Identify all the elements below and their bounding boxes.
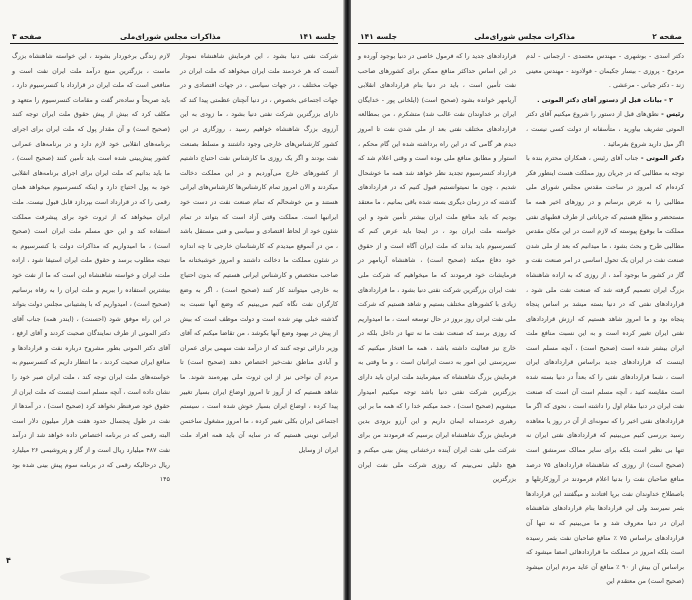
speaker-label-president: رئیس - xyxy=(661,110,684,119)
right-page-number: صفحه ۲ xyxy=(652,32,682,41)
column-text: قراردادهای جدید را که فرمول خاصی در دنیا بوجود آورده و در این اساس حداکثر منافع ممکن برای کشورهای صاحب نفت تأمین است ، باید در دنیا بنام قراردادهای انقلابی آریامهر خوانده بشود (صحیح است) (ایلخانی پور - خدایگان ایران بر خداوندان نفت غالب شد) متشکرم ، من بمطالعه قراردادهای مختلف نفتی بعد از ملی شدن نفت تا امروز دیدم هر گامی که در این راه برداشته شده این گام محکم ، استوار و مطابق منافع ملی بوده است و وقتی اعلام شد که قرارداد کنسرسیوم تجدید نظر خواهد شد همه ما خوشحال شدیم ، چون ما نمیتوانستیم قبول کنیم که در قراردادهای گذشته که در زمان دیگری بسته شده باقی بمانیم ، ما معتقد بودیم که باید منافع ملت ایران بیشتر تأمین شود و این خواسته ملت ایران بود ، در اینجا باید عرض کنم که کنسرسیوم باید بداند که ملت ایران آگاه است و از حقوق خود دفاع میکند (صحیح است) ، شاهنشاه آریامهر در فرمایشات خود فرمودند که ما میخواهیم که شرکت ملی نفت ایران بزرگترین شرکت نفتی دنیا بشود ، ما قراردادهای زیادی با کشورهای مختلف بستیم و شاهد هستیم که شرکت ملی نفت ایران روز بروز در حال توسعه است ، ما امیدواریم که روزی برسد که صنعت نفت ما نه تنها در داخل بلکه در خارج نیز فعالیت داشته باشد ، همه ما افتخار میکنیم که سرپرستی این امور به دست ایرانیان است ، و ما وقتی به فرمایش بزرگ شاهنشاه که میفرمایند ملت ایران باید دارای بزرگترین شرکت نفتی دنیا باشد توجه میکنیم امیدوار میشویم (صحیح است) ، حمد میکنم خدا را که همه ما بر این رهبری خردمندانه ایمان داریم و این آرزو بزودی بدین فرمایش بزرگ شاهنشاه ایران برسیم که فرمودند من برای شرکت ملی نفت ایران آینده درخشانی پیش بینی میکنم و هیچ دلیلی نمی‌بینم که روزی شرکت ملی نفت ایران بزرگترین xyxy=(358,52,516,484)
left-page-number: صفحه ۳ xyxy=(12,32,42,41)
speech-text: جناب آقای رئیس ، همکاران محترم بنده با توجه به مطالبی که در جریان روز مملکت هست اینطور فکر کرده‌ام که امروز در ساحت مقدس مجلس شورای ملی مطالبی را به عرض برسانم و در روزهای اخیر همه ما مستحضر و مطلع هستیم که جریاناتی از طرف قطبهای نفتی مملکت ما بوقوع پیوسته که لازم است در این مکان مقدس مطالبی طرح و بحث بشود ، ما میدانیم که بعد از ملی شدن صنعت نفت در ایران یک تحول اساسی در امر صنعت نفت و گاز در کشور ما بوجود آمد ، از روزی که به اراده شاهنشاه بزرگ ایران تصمیم گرفته شد که صنعت نفت ملی شود ، قراردادهای نفتی که در دنیا بسته میشد بر اساس پنجاه پنجاه بود و ما امروز شاهد هستیم که ارزش قراردادهای نفتی ایران تغییر کرده است و به این نسبت منافع ملت ایران بیشتر شده است (صحیح است) ، آنچه مسلم است اینست که قراردادهای جدید براساس قراردادهای ایران است ، شما قراردادهای نفتی را که بعداً در دنیا بسته شده است مقایسه کنید ، آنچه مسلم است آن است که صنعت نفت ایران در دنیا مقام اول را داشته است ، نحوی که اگر ما قراردادهای نفتی اخیر را که نمونه‌ای از آن در روز یا معاهده رسید بررسی کنیم می‌بینیم که قراردادهای نفتی ایران نه تنها بی نظیر است بلکه برای سایر ممالک سرمشق است (صحیح است) از روزی که شاهنشاه قراردادهای ۷۵ درصد منافع صاحبان نفت را بدنیا اعلام فرمودند در آروزکارتلها و باصطلاح خداوندان نفت برپا افتادند و میگفتند این قراردادها بثمر نمیرسد ولی این قراردادها بنام قراردادهای شاهنشاه ایران در دنیا معروف شد و ما می‌بینیم که نه تنها آن قراردادهای براساس ۷۵ ٪ منافع صاحبان نفت بثمر رسیده است بلکه امروز در مملکت ما قراردادهائی امضا میشود که براساس آن بیش از ۹۰ ٪ منافع آن عاید مردم ایران میشود (صحیح است) من معتقدم این xyxy=(526,154,684,586)
president-remark xyxy=(526,107,684,151)
column-text: لازم زندگی برخوردار بشوند ، این خواسته شاهنشاه بزرگ ماست ، بزرگترین منبع درآمد ملت ایران نفت است و منافعی است که ملت ایران در قرارداد با کنسرسیوم دارد ، باید صریحاً و ساده‌تر گفت و مقامات کنسرسیوم را متعهد و مکلف کرد که بیش از پیش حقوق ملت ایران توجه کنند (صحیح است) و آن مقدار پول که ملت ایران برای اجرای برنامه‌های انقلابی خود لازم دارد و در برنامه‌های عمرانی کشور پیش‌بینی شده است باید تأمین کنند (صحیح است) ، ما باید بدانیم که ملت ایران برای اجرای برنامه‌های انقلابی خود به پول احتیاج دارد و اینکه کنسرسیوم میخواهد همان رقمی را که در قرارداد است بپردازد قابل قبول نیست. ملت ایران میخواهد که از ثروت خود برای پیشرفت مملکت استفاده کند و این حق مسلم ملت ایران است (صحیح است) ، ما امیدواریم که مذاکرات دولت با کنسرسیوم به نتیجه مطلوب برسد و حقوق ملت ایران استیفا شود ، اراده ملت ایران و خواسته شاهنشاه این است که ما از نفت خود بیشترین استفاده را ببریم و ملت ایران را به رفاه برسانیم (صحیح است) ، امیدواریم که با پشتیبانی مجلس دولت بتواند در این راه موفق شود (احسنت) ، (ایندر همه) جناب آقای دکتر الموتی از طرف نمایندگان صحبت کردند و آقای ارفع ، آقای دکتر الموتی بطور مشروح درباره نفت و قراردادها و منافع ایران صحبت کردند ، ما انتظار داریم که کنسرسیوم به خواسته‌های ملت ایران توجه کند ، ملت ایران صبر خود را نشان داده است ، آنچه مسلم است اینست که ملت ایران از حقوق خود صرفنظر نخواهد کرد (صحیح است) ، در آمدها از نفت در طول پنجسال حدود هفت هزار میلیون دلار است البته رقمی که در برنامه اختصاص داده خواهد شد از درآمد نفت ۴۸۷ میلیارد ریال است و از گاز و پتروشیمی ۲۶ میلیارد ریال درحالیکه رقمی که در برنامه سوم پیش بینی شده بود ۱۴۵ xyxy=(12,52,171,484)
scan-smudge xyxy=(60,570,150,584)
right-page-title: مذاکرات مجلس شورای‌ملی xyxy=(474,32,575,41)
left-page-title: مذاکرات مجلس شورای‌ملی xyxy=(120,32,221,41)
attendance-list: دکتر اسدی - بوشهری - مهندس معتمدی - ارجمانی - لدم مردوخ - پروزی - بیسار جکیمان - فولادوند - مهندس معینی زند - دکتر جیانی - مرعشی . xyxy=(526,52,684,90)
right-page-column-right xyxy=(526,49,684,589)
right-session-number: جلسه ۱۴۱ xyxy=(360,32,397,41)
left-page-column-left xyxy=(12,49,170,487)
book-binding-gutter xyxy=(343,0,351,600)
right-page-header xyxy=(358,30,684,44)
right-page-columns xyxy=(358,49,684,589)
folio-mark: ۴ xyxy=(6,556,11,565)
left-page-column-right xyxy=(180,49,338,487)
left-session-number: جلسه ۱۴۱ xyxy=(298,32,336,41)
president-text: نطق‌های قبل از دستور را شروع میکنیم آقای دکتر الموتی تشریف بیاورید ، متأسفانه از دولت کسی نیست ، اگر میل دارید شروع بفرمائید . xyxy=(526,110,684,148)
right-page xyxy=(346,0,692,600)
speaker-label-almuti: دکتر الموتی - xyxy=(640,154,684,163)
speech-paragraph xyxy=(526,151,684,589)
right-page-column-left xyxy=(358,49,516,589)
column-text: شرکت نفتی دنیا بشود ، این فرمایش شاهنشاه نمودار آنست که هر خردمند ملت ایران میخواهد که ملت ایران در جهات مختلف ، در جهات سیاسی ، در جهات اقتصادی و در جهات اجتماعی بخصوص ، در دنیا آنچنان عظمتی پیدا کند که دارای بزرگترین شرکت نفتی دنیا بشود ، ما زودی به این آرزوی بزرگ شاهنشاه خواهیم رسید ، روزگاری در این کشور کارشناس‌های خارجی وجود داشتند و مسلط بصنعت نفت بودند و اگر یک روزی ما کارشناس نفت احتیاج داشتیم از کشورهای خارج می‌آوردیم و در این مملکت دخالت میکردند و الان امروز تمام کارشناس‌ها کارشناس‌های ایرانی هستند و من خوشحالم که تمام صنعت نفت در دست خود ایرانیها است. مملکت وقتی آزاد است که بتواند در تمام شئون خود از لحاظ اقتصادی و سیاسی و فنی مستقل باشد ، من در آنموقع میدیدم که کارشناسان خارجی تا چه اندازه در شئون مملکت ما دخالت داشتند و امروز خوشبختانه ما صاحب متخصص و کارشناس ایرانی هستیم که بدون احتیاج به خارجی میتوانند کار کنند (صحیح است) ، اگر به وضع کارگران نفت نگاه کنیم می‌بینیم که وضع آنها نسبت به گذشته خیلی بهتر شده است و دولت موظف است که بیش از پیش در بهبود وضع آنها بکوشد ، من تقاضا میکنم که آقای وزیر دارائی توجه کنند که از درآمد نفت سهمی برای عمران و آبادی مناطق نفت‌خیز اختصاص دهند (صحیح است) تا مردم آن نواحی نیز از این ثروت ملی بهره‌مند شوند. ما شاهد هستیم که از آروز تا امروز اوضاع ایران بسیار تغییر پیدا کرده ، اوضاع ایران بسیار خوش شده است ، سیستم اجتماعی ایران بکلی تغییر کرده ، ما امروز مشغول ساختمن ایرانی نوینی هستیم که در سایه آن باید همه افراد ملت ایران از وسایل xyxy=(180,52,338,455)
section-heading: ۲ - بیانات قبل از دستور آقای دکتر الموتی . xyxy=(537,95,673,104)
left-page-columns xyxy=(10,49,338,487)
left-page-header xyxy=(10,30,338,44)
